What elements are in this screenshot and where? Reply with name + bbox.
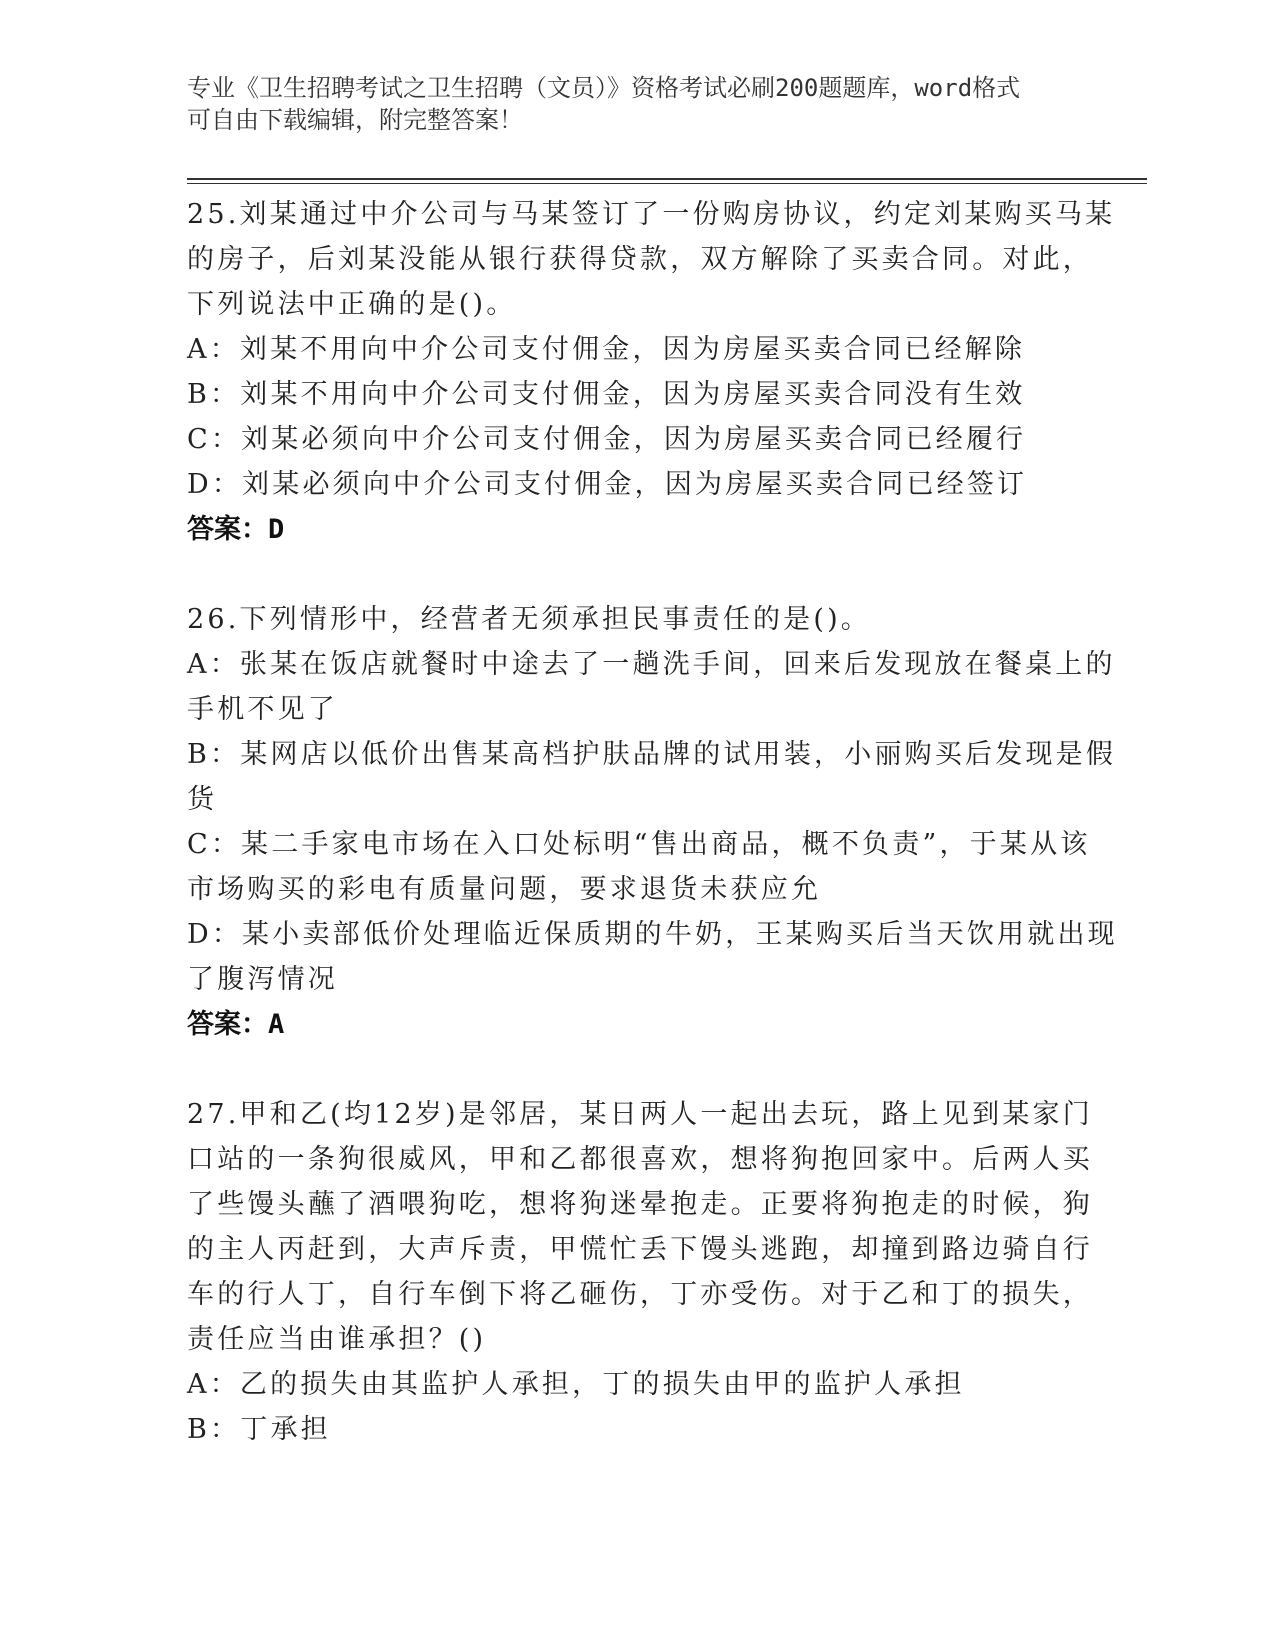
option-c-continuation: 市场购买的彩电有质量问题，要求退货未获应允	[187, 874, 822, 905]
option-a: A：乙的损失由其监护人承担，丁的损失由甲的监护人承担	[187, 1369, 965, 1400]
spacer	[187, 552, 1087, 597]
header-divider-thick	[187, 178, 1147, 180]
answer-label: 答案：A	[187, 1009, 285, 1040]
option-b: B：某网店以低价出售某高档护肤品牌的试用装，小丽购买后发现是假	[187, 739, 1117, 770]
question-stem-line: 25.刘某通过中介公司与马某签订了一份购房协议，约定刘某购买马某	[187, 199, 1116, 230]
option-c: C：某二手家电市场在入口处标明“售出商品，概不负责”，于某从该	[187, 829, 1091, 860]
answer-label: 答案：D	[187, 514, 285, 545]
question-stem-line: 的主人丙赶到，大声斥责，甲慌忙丢下馒头逃跑，却撞到路边骑自行	[187, 1234, 1093, 1265]
header-line-1: 专业《卫生招聘考试之卫生招聘（文员）》资格考试必刷200题题库，word格式	[187, 74, 1021, 102]
option-b: B：丁承担	[187, 1414, 331, 1445]
question-stem-line: 27.甲和乙(均12岁)是邻居，某日两人一起出去玩，路上见到某家门	[187, 1099, 1093, 1130]
question-stem-line: 责任应当由谁承担？()	[187, 1324, 487, 1355]
question-list	[187, 192, 1118, 1452]
option-d-continuation: 了腹泻情况	[187, 964, 338, 995]
header-divider-thin	[187, 183, 1147, 184]
question-stem-line: 下列说法中正确的是()。	[187, 289, 517, 320]
question-26	[187, 597, 1118, 1047]
option-b-continuation: 货	[187, 784, 218, 815]
spacer	[187, 1047, 1087, 1092]
question-25	[187, 192, 1116, 552]
header-line-2: 可自由下载编辑，附完整答案！	[187, 106, 523, 134]
question-stem-line: 口站的一条狗很威风，甲和乙都很喜欢，想将狗抱回家中。后两人买	[187, 1144, 1093, 1175]
option-b: B：刘某不用向中介公司支付佣金，因为房屋买卖合同没有生效	[187, 379, 1026, 410]
option-a-continuation: 手机不见了	[187, 694, 338, 725]
option-a: A：张某在饭店就餐时中途去了一趟洗手间，回来后发现放在餐桌上的	[187, 649, 1116, 680]
option-d: D：刘某必须向中介公司支付佣金，因为房屋买卖合同已经签订	[187, 469, 1028, 500]
question-stem-line: 的房子，后刘某没能从银行获得贷款，双方解除了买卖合同。对此，	[187, 244, 1093, 275]
question-stem-line: 车的行人丁，自行车倒下将乙砸伤，丁亦受伤。对于乙和丁的损失，	[187, 1279, 1093, 1310]
option-c: C：刘某必须向中介公司支付佣金，因为房屋买卖合同已经履行	[187, 424, 1027, 455]
question-stem-line: 了些馒头蘸了酒喂狗吃，想将狗迷晕抱走。正要将狗抱走的时候，狗	[187, 1189, 1093, 1220]
option-d: D：某小卖部低价处理临近保质期的牛奶，王某购买后当天饮用就出现	[187, 919, 1118, 950]
question-27	[187, 1092, 1093, 1452]
question-stem-line: 26.下列情形中，经营者无须承担民事责任的是()。	[187, 604, 872, 635]
document-header	[187, 72, 1067, 136]
option-a: A：刘某不用向中介公司支付佣金，因为房屋买卖合同已经解除	[187, 334, 1026, 365]
